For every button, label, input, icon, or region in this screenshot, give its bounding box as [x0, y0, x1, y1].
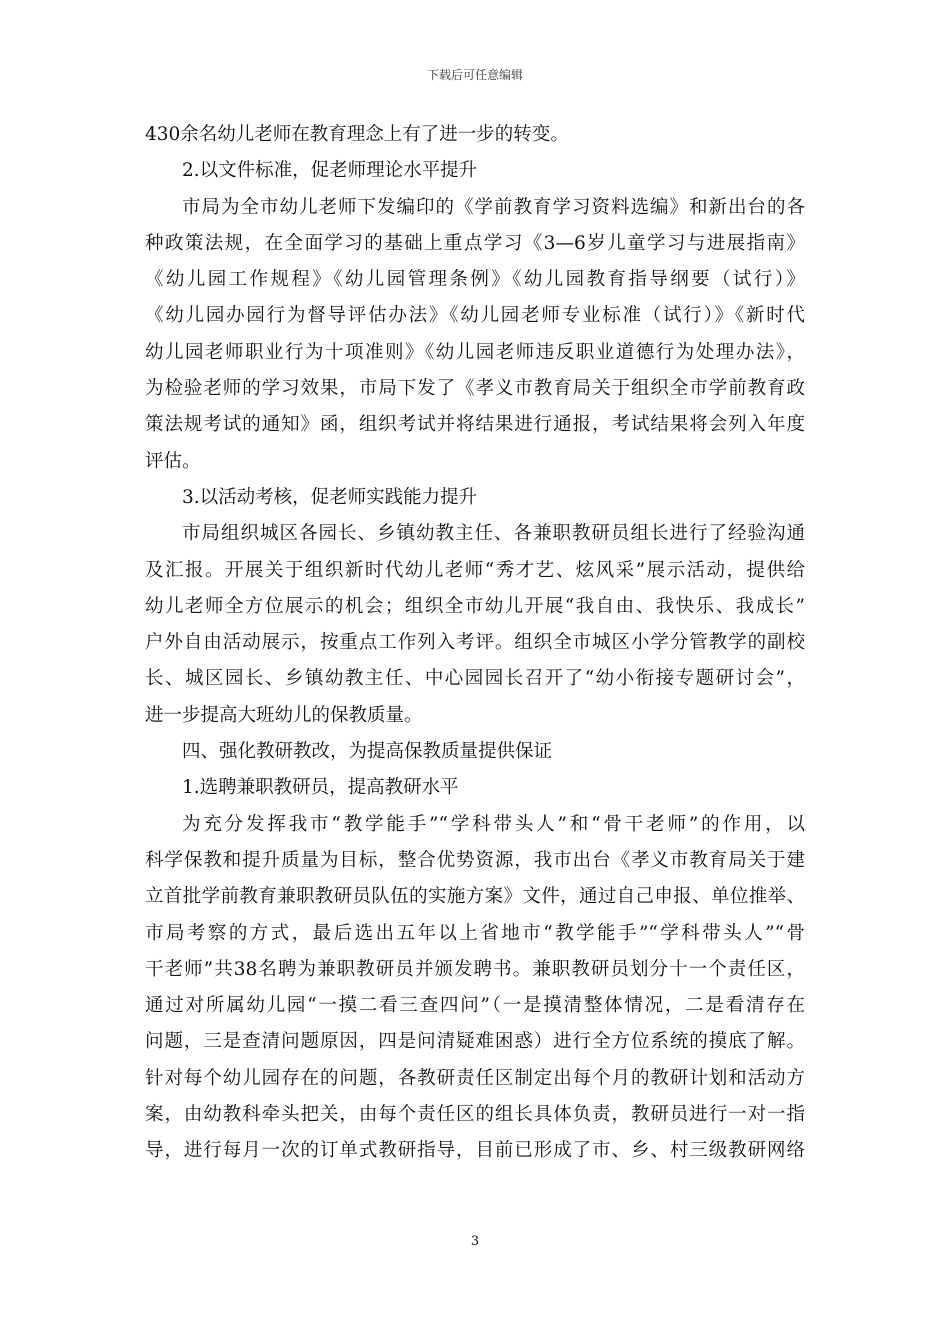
text-line: 针对每个幼儿园存在的问题，各教研责任区制定出每个月的教研计划和活动方 [145, 1067, 805, 1089]
text-line: 问题，三是查清问题原因，四是问清疑难困惑）进行全方位系统的摸底了解。 [145, 1031, 805, 1053]
text-line: 430余名幼儿老师在教育理念上有了进一步的转变。 [145, 124, 569, 145]
text-line: 2.以文件标准，促老师理论水平提升 [182, 160, 478, 182]
text-line: 为检验老师的学习效果，市局下发了《孝义市教育局关于组织全市学前教育政 [145, 378, 805, 400]
text-line: 幼儿老师全方位展示的机会；组织全市幼儿开展“我自由、我快乐、我成长” [145, 595, 805, 617]
text-line: 评估。 [145, 450, 201, 472]
text-line: 导，进行每月一次的订单式教研指导，目前已形成了市、乡、村三级教研网络 [145, 1140, 805, 1162]
text-line: 市局考察的方式，最后选出五年以上省地市“教学能手”“学科带头人”“骨 [145, 922, 805, 944]
page-header: 下载后可任意编辑 [426, 68, 523, 82]
text-line: 市局为全市幼儿老师下发编印的《学前教育学习资料选编》和新出台的各 [182, 196, 805, 218]
text-line: 《幼儿园工作规程》《幼儿园管理条例》《幼儿园教育指导纲要（试行）》 [145, 269, 805, 291]
text-line: 长、城区园长、乡镇幼教主任、中心园园长召开了“幼小衔接专题研讨会”， [145, 668, 805, 690]
text-line: 种政策法规，在全面学习的基础上重点学习《3—6岁儿童学习与进展指南》 [145, 232, 805, 254]
text-line: 四、强化教研教改，为提高保教质量提供保证 [182, 741, 553, 763]
text-line: 及汇报。开展关于组织新时代幼儿老师“秀才艺、炫风采”展示活动，提供给 [145, 559, 805, 581]
text-line: 立首批学前教育兼职教研员队伍的实施方案》文件，通过自己申报、单位推举、 [145, 886, 805, 908]
text-line: 通过对所属幼儿园“一摸二看三查四问”（一是摸清整体情况，二是看清存在 [145, 995, 805, 1017]
text-line: 策法规考试的通知》函，组织考试并将结果进行通报，考试结果将会列入年度 [145, 414, 805, 436]
text-line: 进一步提高大班幼儿的保教质量。 [145, 704, 423, 726]
text-line: 案，由幼教科牵头把关，由每个责任区的组长具体负责，教研员进行一对一指 [145, 1104, 805, 1126]
text-line: 《幼儿园办园行为督导评估办法》《幼儿园老师专业标准（试行）》《新时代 [145, 305, 805, 327]
text-line: 市局组织城区各园长、乡镇幼教主任、各兼职教研员组长进行了经验沟通 [182, 523, 805, 545]
page-number: 3 [470, 1234, 480, 1249]
document-body [145, 117, 805, 1170]
text-line: 1.选聘兼职教研员，提高教研水平 [182, 777, 459, 799]
text-line: 幼儿园老师职业行为十项准则》《幼儿园老师违反职业道德行为处理办法》， [145, 341, 805, 363]
text-line: 3.以活动考核，促老师实践能力提升 [182, 486, 478, 508]
text-line: 干老师”共38名聘为兼职教研员并颁发聘书。兼职教研员划分十一个责任区， [145, 958, 805, 980]
text-line: 户外自由活动展示，按重点工作列入考评。组织全市城区小学分管教学的副校 [145, 632, 805, 654]
text-line: 科学保教和提升质量为目标，整合优势资源，我市出台《孝义市教育局关于建 [145, 849, 805, 871]
text-line: 为充分发挥我市“教学能手”“学科带头人”和“骨干老师”的作用，以 [182, 813, 805, 835]
